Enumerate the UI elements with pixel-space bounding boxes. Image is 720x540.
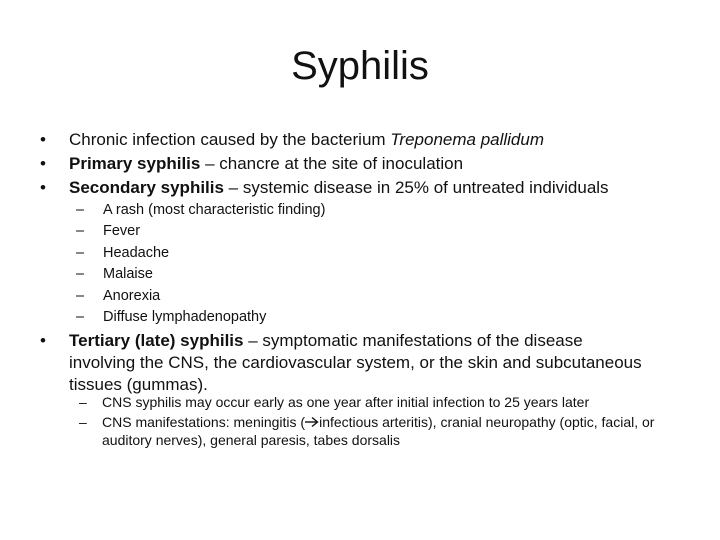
bullet-marker: •	[40, 130, 46, 149]
bullet-marker: •	[40, 154, 46, 173]
bullet-text-plain: Chronic infection caused by the bacterium	[69, 130, 391, 149]
right-arrow-icon	[305, 416, 319, 428]
sub-bullet-text: A rash (most characteristic finding)	[103, 202, 326, 218]
bullet-text	[69, 330, 649, 396]
slide-title: Syphilis	[291, 44, 429, 88]
sub-bullet-text: Malaise	[103, 266, 153, 283]
sub-bullet-marker: –	[76, 223, 85, 240]
bullet-text-italic: Treponema pallidum	[390, 130, 545, 149]
sub-bullet-marker: –	[76, 287, 85, 304]
bullet-text	[69, 176, 609, 200]
sub-bullet-text: Anorexia	[103, 287, 161, 304]
sub-bullet-text: CNS syphilis may occur early as one year after initial infection to 25 years later	[102, 394, 590, 410]
sub-bullet-marker: –	[76, 244, 85, 261]
sub-bullet-marker: –	[76, 202, 85, 218]
sub-bullet-marker: –	[79, 414, 87, 430]
sub-bullet-text	[102, 413, 692, 449]
sub-bullet-text-plain: CNS manifestations: meningitis (	[102, 414, 306, 430]
sub-bullet-text: Fever	[103, 223, 141, 240]
bullet-text	[69, 152, 463, 176]
sub-bullet-marker: –	[76, 309, 85, 325]
bullet-text	[69, 128, 544, 152]
sub-bullet-marker: –	[79, 394, 87, 410]
bullet-text-bold: Primary syphilis	[69, 154, 201, 173]
bullet-text-plain: – symptomatic manifestations of the disease involving the CNS, the cardiovascular system, or the skin and subcutaneous tissues (gummas).	[69, 331, 642, 394]
sub-bullet-text: Headache	[103, 244, 170, 261]
bullet-marker: •	[40, 178, 46, 197]
bullet-marker: •	[40, 331, 46, 350]
sub-bullet-text-plain: infectious arteritis), cranial neuropathy (optic, facial, or auditory nerves), general paresis, tabes dorsalis	[102, 414, 655, 448]
sub-bullet-marker: –	[76, 266, 85, 283]
bullet-text-plain: – chancre at the site of inoculation	[200, 154, 464, 173]
sub-bullet-text: Diffuse lymphadenopathy	[103, 309, 267, 325]
bullet-text-bold: Secondary syphilis	[69, 178, 224, 197]
bullet-text-bold: Tertiary (late) syphilis	[69, 331, 244, 350]
bullet-text-plain: – systemic disease in 25% of untreated individuals	[223, 178, 609, 197]
